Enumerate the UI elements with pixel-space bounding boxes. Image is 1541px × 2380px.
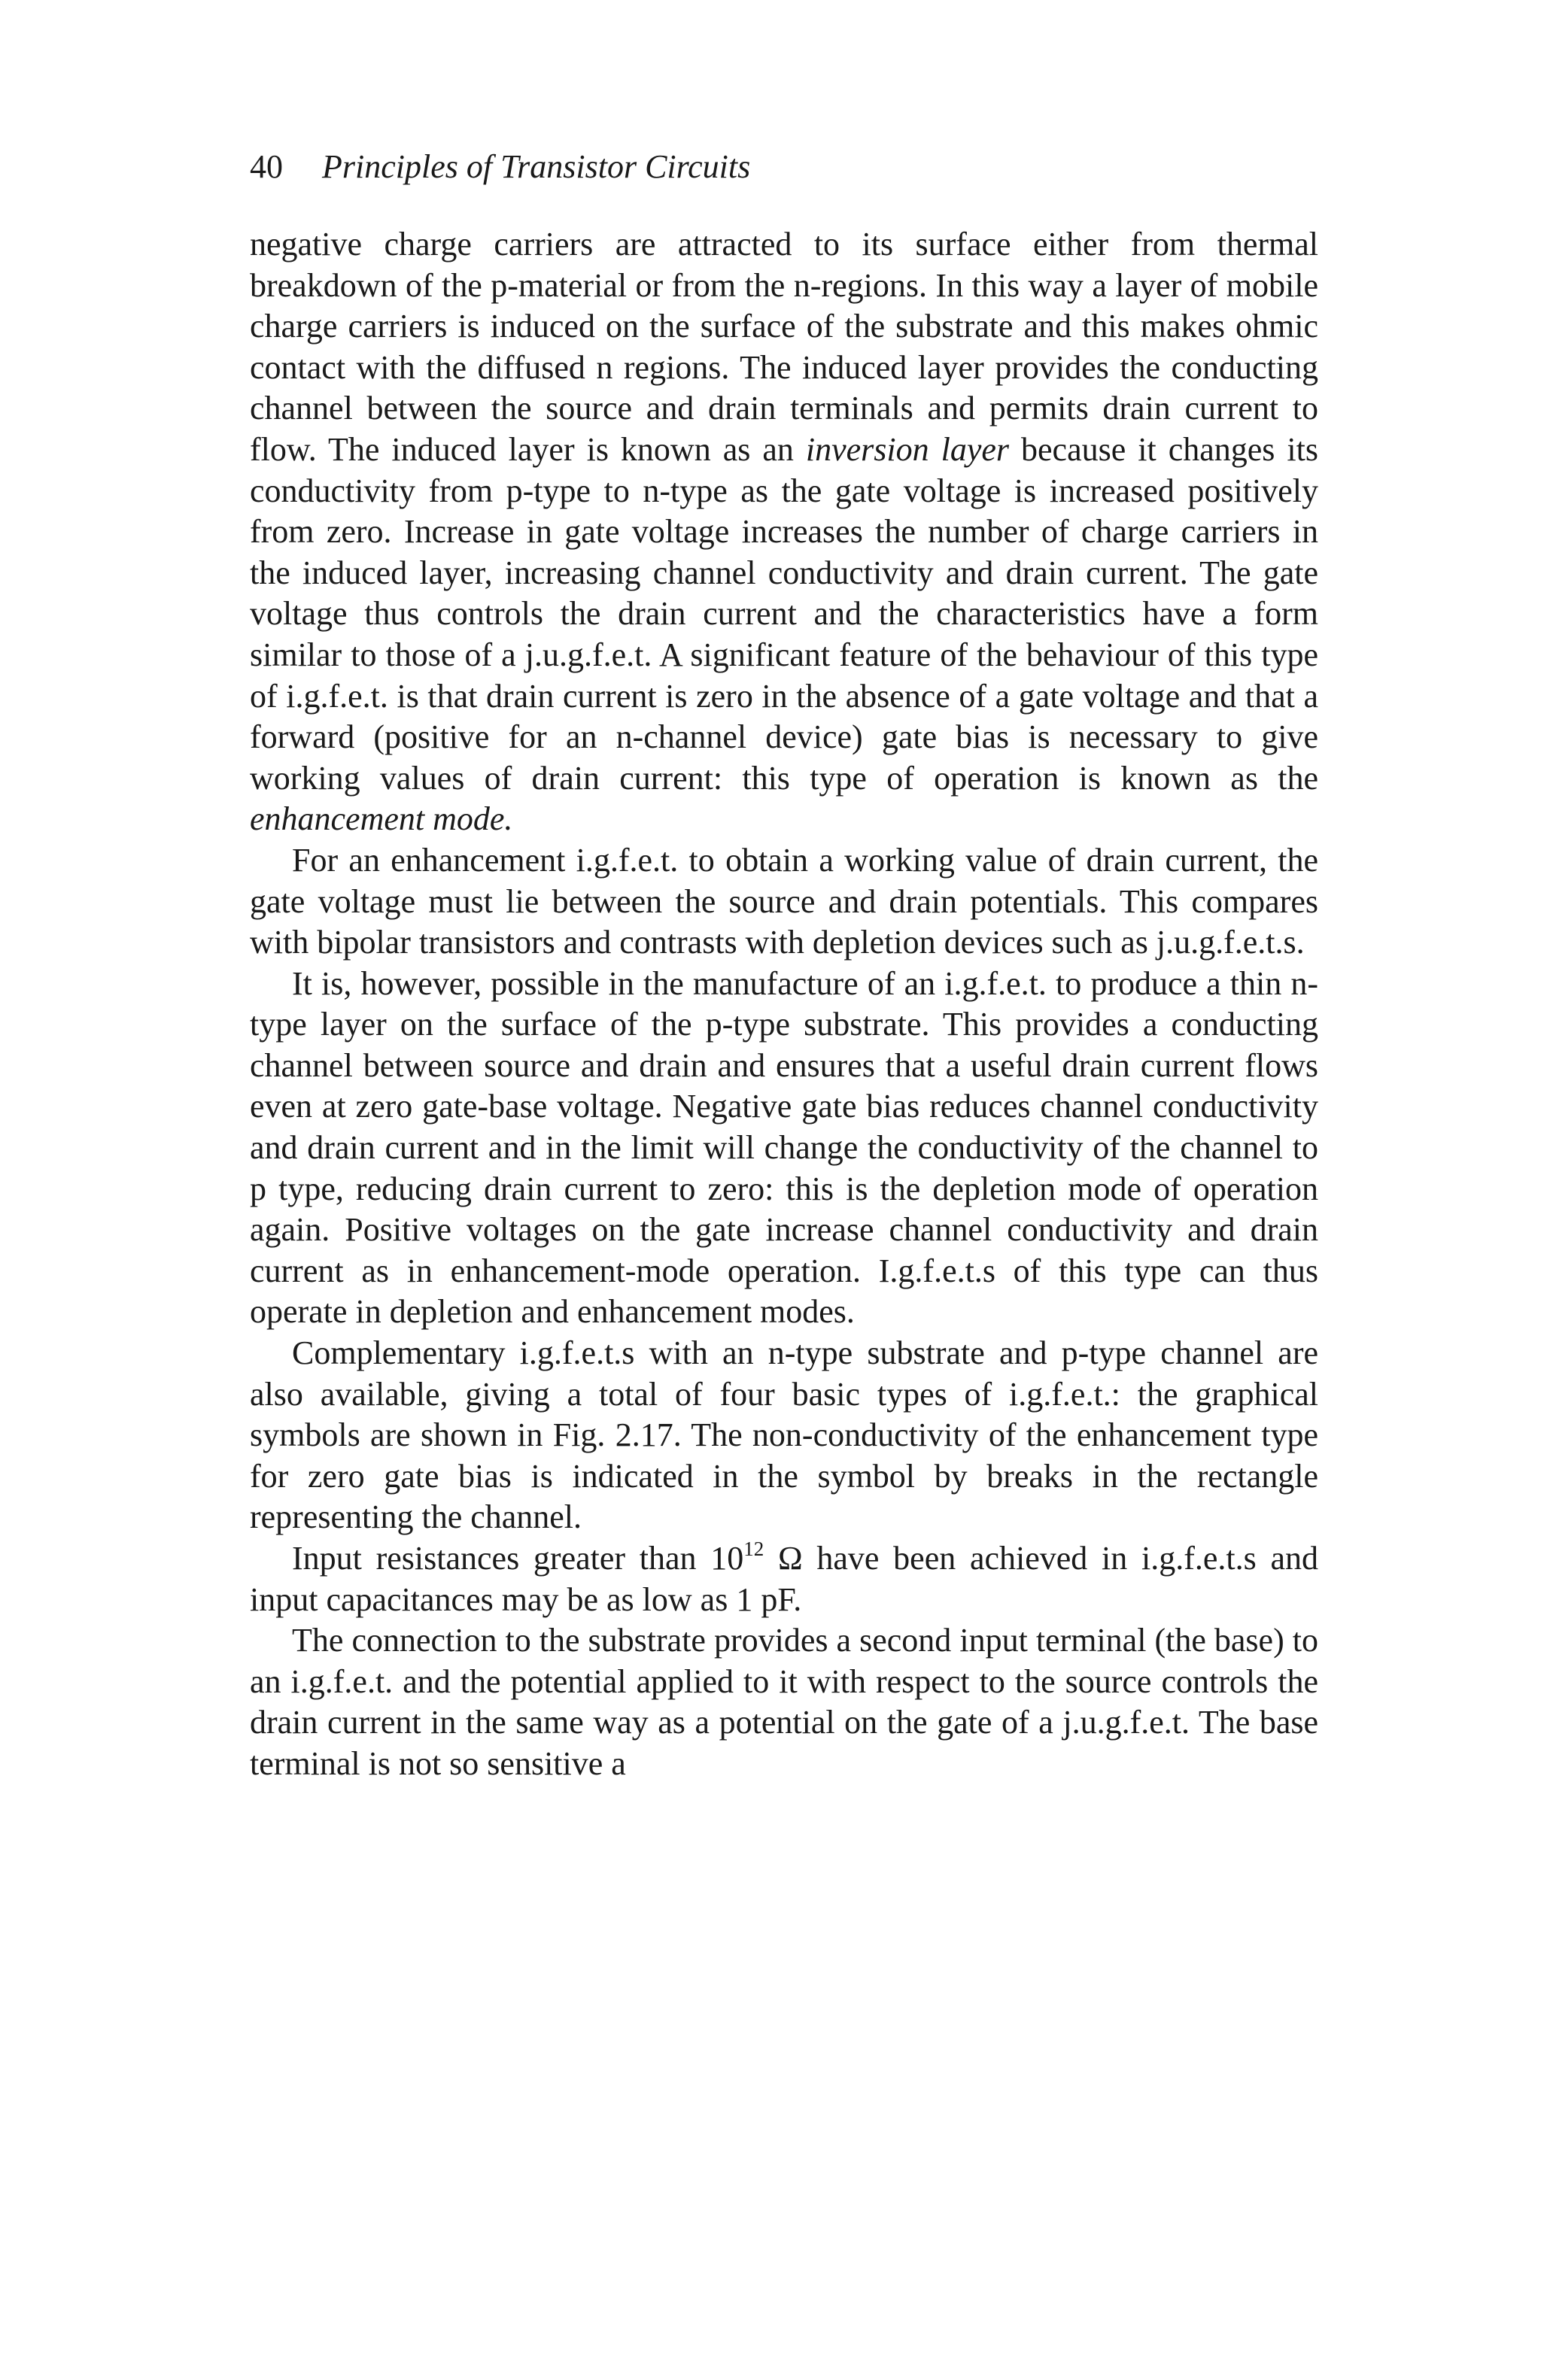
text-run: Complementary i.g.f.e.t.s with an n-type substrate and p-type channel are also available, giving a total of four basic types of i.g.f.e.t.: the graphical symbols are shown in Fig. 2.17. The non-conductivity of the enhancement type for zero gate bias is indicated in the symbol by breaks in the rectangle representing the channel. xyxy=(250,1334,1318,1536)
italic-term: inversion layer xyxy=(805,430,1010,468)
text-run: The connection to the substrate provides a second input terminal (the base) to an i.g.f.e.t. and the potential applied to it with respect to the source controls the drain current in the same way as a potential on the gate of a j.u.g.f.e.t. The base terminal is not so sensitive a xyxy=(250,1622,1318,1782)
paragraph xyxy=(250,1620,1318,1784)
text-run: Ω have been achieved in i.g.f.e.t.s and input capacitances may be as low as 1 pF. xyxy=(250,1540,1318,1618)
text-run: For an enhancement i.g.f.e.t. to obtain a working value of drain current, the gate voltage must lie between the source and drain potentials. This compares with bipolar transistors and contrasts with depletion devices such as j.u.g.f.e.t.s. xyxy=(250,841,1318,961)
paragraph xyxy=(250,1333,1318,1538)
running-title: Principles of Transistor Circuits xyxy=(322,148,751,185)
paragraph xyxy=(250,224,1318,840)
book-page xyxy=(250,147,1318,1785)
text-run: It is, however, possible in the manufacture of an i.g.f.e.t. to produce a thin n-type layer on the surface of the p-type substrate. This provides a conducting channel between source and drain and ensures that a useful drain current flows even at zero gate-base voltage. Negative gate bias reduces channel conductivity and drain current and in the limit will change the conductivity of the channel to p type, reducing drain current to zero: this is the depletion mode of operation again. Positive voltages on the gate increase channel conductivity and drain current as in enhancement-mode operation. I.g.f.e.t.s of this type can thus operate in depletion and enhancement modes. xyxy=(250,964,1318,1331)
paragraph xyxy=(250,1538,1318,1620)
text-run: because it changes its conductivity from p-type to n-type as the gate voltage is increased positively from zero. Increase in gate voltage increases the number of charge carriers in the induced layer, increasing channel conductivity and drain current. The gate voltage thus controls the drain current and the characteristics have a form similar to those of a j.u.g.f.e.t. A significant feature of the behaviour of this type of i.g.f.e.t. is that drain current is zero in the absence of a gate voltage and that a forward (positive for an n-channel device) gate bias is necessary to give working values of drain current: this type of operation is known as the xyxy=(250,430,1318,797)
paragraph xyxy=(250,840,1318,964)
body-text xyxy=(250,224,1318,1785)
paragraph xyxy=(250,964,1318,1333)
text-run: negative charge carriers are attracted to its surface either from thermal breakdown of the p-material or from the n-regions. In this way a layer of mobile charge carriers is induced on the surface of the substrate and this makes ohmic contact with the diffused n regions. The induced layer provides the conducting channel between the source and drain terminals and permits drain current to flow. The induced layer is known as an xyxy=(250,226,1318,468)
running-head xyxy=(250,147,1318,187)
page-number: 40 xyxy=(250,148,283,185)
superscript: 12 xyxy=(743,1538,764,1560)
italic-term: enhancement mode. xyxy=(250,800,513,838)
text-run: Input resistances greater than 10 xyxy=(292,1540,744,1577)
